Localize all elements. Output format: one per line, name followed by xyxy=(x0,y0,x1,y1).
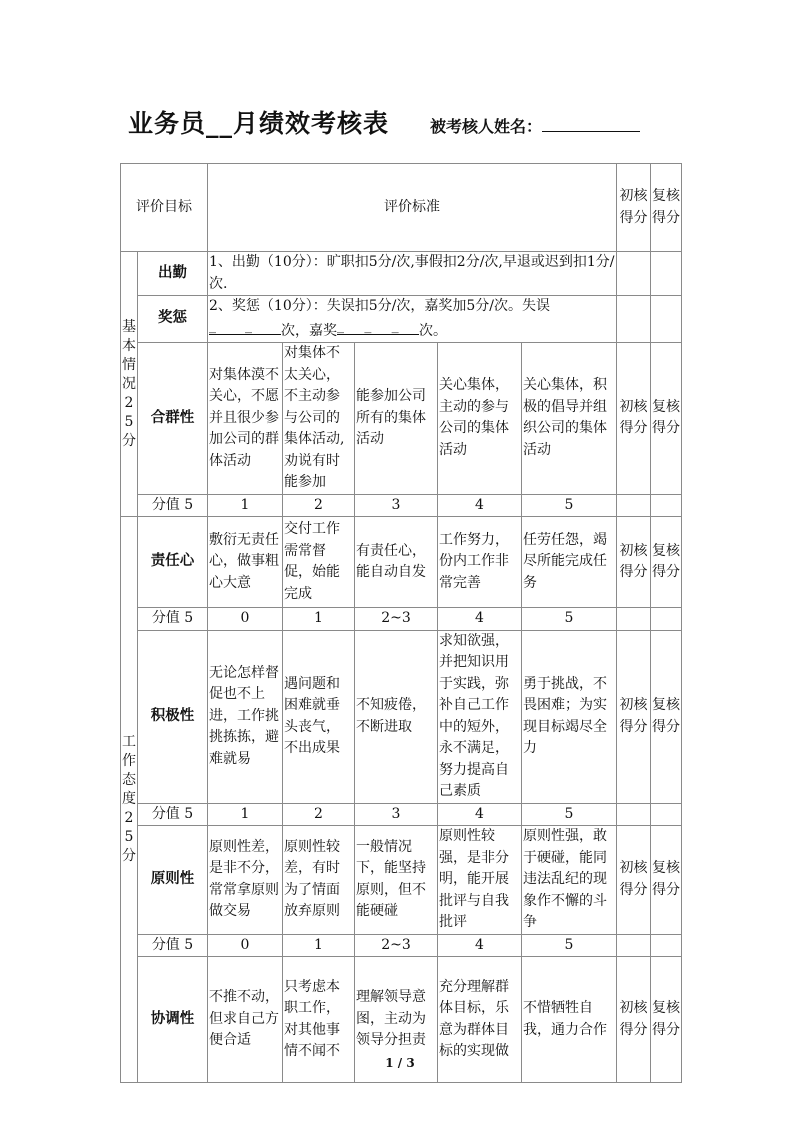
criterion-description xyxy=(208,296,617,343)
table-row-score xyxy=(121,608,682,631)
level-5-description: 勇于挑战，不畏困难；为实现目标竭尽全力 xyxy=(522,630,617,803)
initial-score-cell[interactable]: 初核得分 xyxy=(617,630,651,803)
level-2-description: 交付工作需常督促，始能完成 xyxy=(283,517,355,608)
level-3-description: 一般情况下，能坚持原则，但不能硬碰 xyxy=(355,826,438,935)
score-value: 5 xyxy=(522,934,617,957)
level-1-description: 敷衍无责任心，做事粗心大意 xyxy=(208,517,283,608)
initial-score-cell[interactable] xyxy=(617,934,651,957)
criterion-name: 责任心 xyxy=(138,517,208,608)
table-row-score xyxy=(121,934,682,957)
table-row-score xyxy=(121,494,682,517)
level-3-description: 理解领导意图，主动为领导分担责 xyxy=(355,957,438,1083)
criterion-name: 协调性 xyxy=(138,957,208,1083)
criterion-name: 积极性 xyxy=(138,630,208,803)
header-target: 评价目标 xyxy=(121,164,208,252)
initial-score-cell[interactable] xyxy=(617,494,651,517)
score-value: 4 xyxy=(438,494,522,517)
level-5-description: 任劳任怨，竭尽所能完成任务 xyxy=(522,517,617,608)
table-row-score xyxy=(121,803,682,826)
table-row-full xyxy=(121,252,682,296)
level-3-description: 不知疲倦，不断进取 xyxy=(355,630,438,803)
level-4-description: 原则性较强，是非分明，能开展批评与自我批评 xyxy=(438,826,522,935)
review-score-cell[interactable] xyxy=(651,296,682,343)
table-row-criteria xyxy=(121,630,682,803)
criterion-name: 原则性 xyxy=(138,826,208,935)
level-5-description: 原则性强，敢于硬碰，能同违法乱纪的现象作不懈的斗争 xyxy=(522,826,617,935)
level-2-description: 对集体不太关心，不主动参与公司的集体活动,劝说有时能参加 xyxy=(283,343,355,495)
assessment-table xyxy=(120,163,682,1083)
review-score-cell[interactable]: 复核得分 xyxy=(651,826,682,935)
initial-score-cell[interactable] xyxy=(617,803,651,826)
criterion-name: 分值 5 xyxy=(138,608,208,631)
score-value: 1 xyxy=(208,494,283,517)
score-value: 0 xyxy=(208,934,283,957)
score-value: 5 xyxy=(522,803,617,826)
initial-score-cell[interactable] xyxy=(617,608,651,631)
review-score-cell[interactable]: 复核得分 xyxy=(651,957,682,1083)
section-label: 基本情况25分 xyxy=(121,252,138,517)
level-3-description: 有责任心，能自动自发 xyxy=(355,517,438,608)
level-1-description: 对集体漠不关心，不愿并且很少参加公司的群体活动 xyxy=(208,343,283,495)
section-label: 工作态度25分 xyxy=(121,517,138,1083)
score-value: 5 xyxy=(522,494,617,517)
review-score-cell[interactable] xyxy=(651,803,682,826)
review-score-cell[interactable]: 复核得分 xyxy=(651,517,682,608)
score-value: 1 xyxy=(208,803,283,826)
header-standard: 评价标准 xyxy=(208,164,617,252)
table-row-criteria xyxy=(121,826,682,935)
criterion-name: 出勤 xyxy=(138,252,208,296)
level-4-description: 充分理解群体目标，乐意为群体目标的实现做 xyxy=(438,957,522,1083)
level-4-description: 求知欲强，并把知识用于实践，弥补自己工作中的短外，永不满足，努力提高自己素质 xyxy=(438,630,522,803)
level-1-description: 原则性差，是非不分，常常拿原则做交易 xyxy=(208,826,283,935)
page-number: 1 / 3 xyxy=(385,1056,415,1070)
level-1-description: 不推不动，但求自己方便合适 xyxy=(208,957,283,1083)
score-value: 2~3 xyxy=(355,608,438,631)
criterion-name: 合群性 xyxy=(138,343,208,495)
level-2-description: 遇问题和困难就垂头丧气，不出成果 xyxy=(283,630,355,803)
examinee-name-label: 被考核人姓名： xyxy=(430,117,543,136)
level-1-description: 无论怎样督促也不上进，工作挑挑拣拣，避难就易 xyxy=(208,630,283,803)
examinee-name-field[interactable] xyxy=(542,131,640,132)
score-value: 0 xyxy=(208,608,283,631)
criterion-name: 奖惩 xyxy=(138,296,208,343)
table-row-criteria xyxy=(121,343,682,495)
score-value: 2~3 xyxy=(355,934,438,957)
criterion-name: 分值 5 xyxy=(138,803,208,826)
score-value: 3 xyxy=(355,494,438,517)
criterion-description xyxy=(208,252,617,296)
initial-score-cell[interactable]: 初核得分 xyxy=(617,957,651,1083)
level-5-description: 不惜牺牲自我，通力合作 xyxy=(522,957,617,1083)
score-value: 2 xyxy=(283,803,355,826)
table-row-full xyxy=(121,296,682,343)
page-title: 业务员__月绩效考核表 xyxy=(128,109,390,138)
score-value: 4 xyxy=(438,934,522,957)
initial-score-cell[interactable] xyxy=(617,296,651,343)
header-row xyxy=(121,164,682,252)
score-value: 1 xyxy=(283,608,355,631)
table-row-criteria xyxy=(121,517,682,608)
review-score-cell[interactable]: 复核得分 xyxy=(651,343,682,495)
score-value: 3 xyxy=(355,803,438,826)
header-initial-score: 初核得分 xyxy=(617,164,651,252)
score-value: 5 xyxy=(522,608,617,631)
fill-in-blank[interactable]: ___ xyxy=(337,317,419,334)
fill-in-blank[interactable]: __ xyxy=(209,317,281,334)
initial-score-cell[interactable]: 初核得分 xyxy=(617,517,651,608)
level-2-description: 原则性较差，有时为了情面放弃原则 xyxy=(283,826,355,935)
description-text: 次。 xyxy=(419,322,447,339)
initial-score-cell[interactable]: 初核得分 xyxy=(617,826,651,935)
description-text: 1、出勤（10分）：旷职扣5分/次,事假扣2分/次,早退或迟到扣1分/次. xyxy=(209,254,615,292)
level-2-description: 只考虑本职工作，对其他事情不闻不 xyxy=(283,957,355,1083)
initial-score-cell[interactable] xyxy=(617,252,651,296)
review-score-cell[interactable] xyxy=(651,608,682,631)
score-value: 1 xyxy=(283,934,355,957)
level-3-description: 能参加公司所有的集体活动 xyxy=(355,343,438,495)
level-5-description: 关心集体，积极的倡导并组织公司的集体活动 xyxy=(522,343,617,495)
level-4-description: 关心集体，主动的参与公司的集体活动 xyxy=(438,343,522,495)
review-score-cell[interactable] xyxy=(651,252,682,296)
initial-score-cell[interactable]: 初核得分 xyxy=(617,343,651,495)
review-score-cell[interactable] xyxy=(651,934,682,957)
description-text: 2、奖惩（10分）：失误扣5分/次，嘉奖加5分/次。失误 xyxy=(209,298,550,314)
header-review-score: 复核得分 xyxy=(651,164,682,252)
description-text: 次，嘉奖 xyxy=(281,322,337,339)
criterion-name: 分值 5 xyxy=(138,494,208,517)
score-value: 2 xyxy=(283,494,355,517)
criterion-name: 分值 5 xyxy=(138,934,208,957)
score-value: 4 xyxy=(438,608,522,631)
score-value: 4 xyxy=(438,803,522,826)
review-score-cell[interactable]: 复核得分 xyxy=(651,630,682,803)
review-score-cell[interactable] xyxy=(651,494,682,517)
level-4-description: 工作努力，份内工作非常完善 xyxy=(438,517,522,608)
